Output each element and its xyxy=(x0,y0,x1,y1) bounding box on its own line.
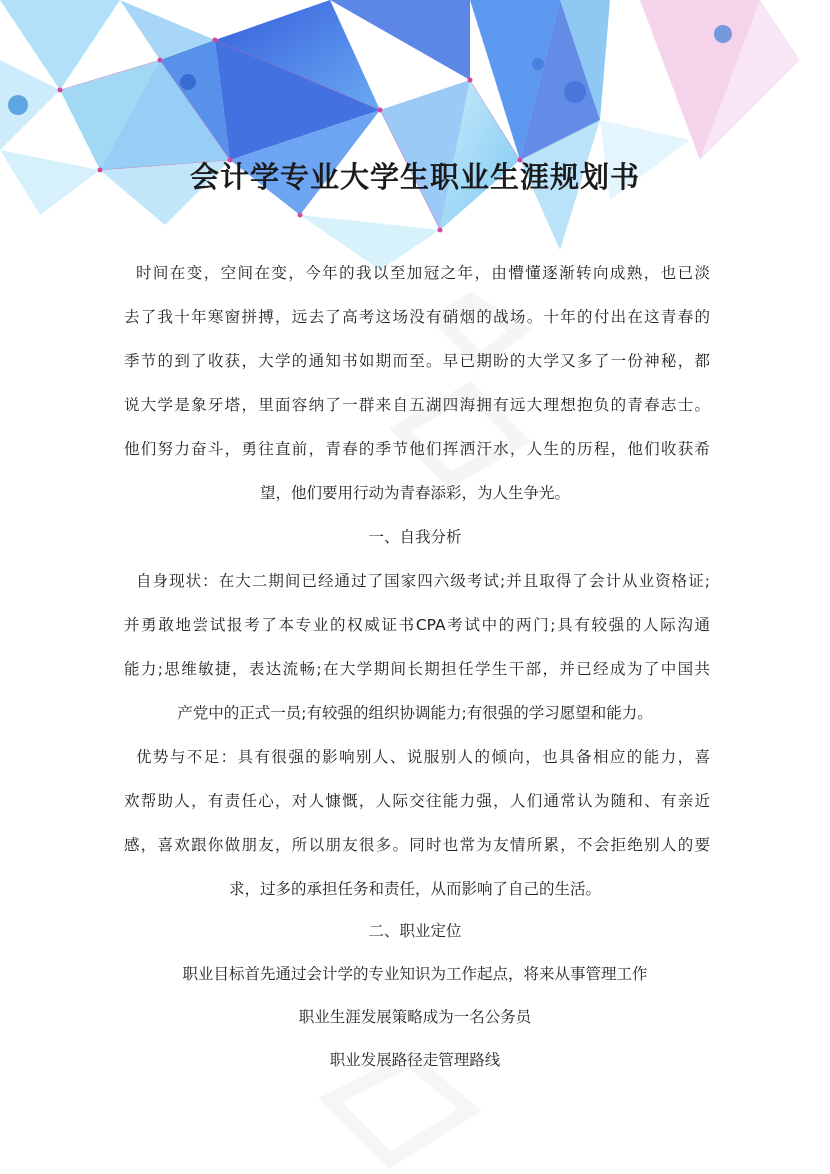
intro-line: 季节的到了收获，大学的通知书如期而至。早已期盼的大学又多了一份神秘，都 xyxy=(124,352,710,370)
strengths-line: 求，过多的承担任务和责任，从而影响了自己的生活。 xyxy=(228,880,601,898)
intro-line: 望，他们要用行动为青春添彩，为人生争光。 xyxy=(259,484,570,502)
intro-line: 说大学是象牙塔，里面容纳了一群来自五湖四海拥有远大理想抱负的青春志士。 xyxy=(124,396,710,414)
intro-line: 时间在变，空间在变，今年的我以至加冠之年，由懵懂逐渐转向成熟，也已淡 xyxy=(136,264,710,282)
career-line: 职业发展路径走管理路线 xyxy=(329,1051,501,1069)
strengths-line: 欢帮助人，有责任心，对人慷慨，人际交往能力强，人们通常认为随和、有亲近 xyxy=(124,792,710,810)
status-line: 能力;思维敏捷，表达流畅;在大学期间长期担任学生干部，并已经成为了中国共 xyxy=(124,660,710,678)
career-line: 职业目标首先通过会计学的专业知识为工作起点，将来从事管理工作 xyxy=(182,965,648,983)
strengths-line: 优势与不足：具有很强的影响别人、说服别人的倾向，也具备相应的能力，喜 xyxy=(136,748,710,766)
section-heading-career: 二、职业定位 xyxy=(368,922,462,940)
strengths-line: 感，喜欢跟你做朋友，所以朋友很多。同时也常为友情所累，不会拒绝别人的要 xyxy=(124,836,710,854)
document-title: 会计学专业大学生职业生涯规划书 xyxy=(189,160,640,194)
intro-line: 去了我十年寒窗拼搏，远去了高考这场没有硝烟的战场。十年的付出在这青春的 xyxy=(124,308,710,326)
status-line: 自身现状：在大二期间已经通过了国家四六级考试;并且取得了会计从业资格证; xyxy=(136,572,710,590)
section-heading-self-analysis: 一、自我分析 xyxy=(368,528,462,546)
status-line: 并勇敢地尝试报考了本专业的权威证书CPA考试中的两门;具有较强的人际沟通 xyxy=(124,616,710,634)
status-line: 产党中的正式一员;有较强的组织协调能力;有很强的学习愿望和能力。 xyxy=(177,704,653,722)
career-line: 职业生涯发展策略成为一名公务员 xyxy=(298,1008,532,1026)
intro-line: 他们努力奋斗，勇往直前，青春的季节他们挥洒汗水，人生的历程，他们收获希 xyxy=(124,440,710,458)
